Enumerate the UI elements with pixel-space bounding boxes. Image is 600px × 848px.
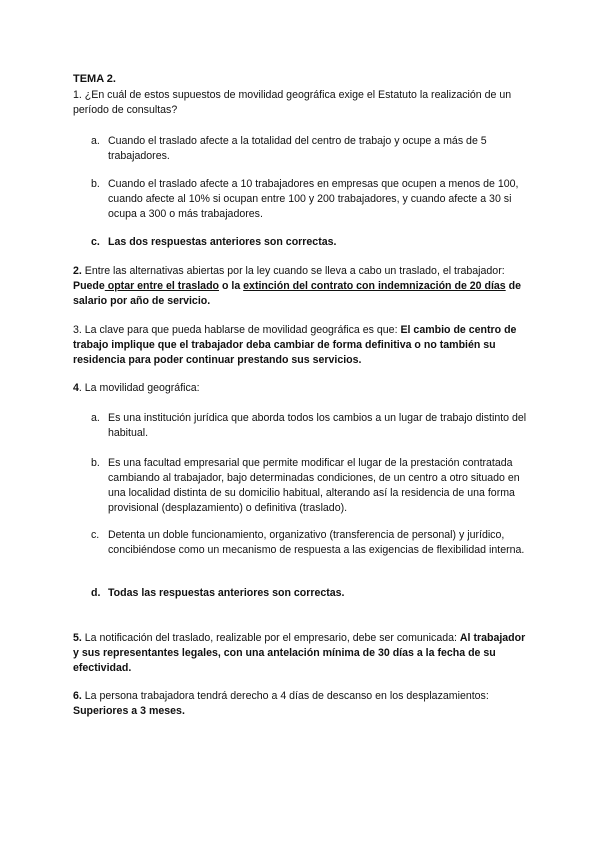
question-2	[73, 264, 533, 309]
q1-option-c-text: Las dos respuestas anteriores son correctas.	[108, 236, 337, 248]
q4-option-d	[91, 586, 531, 601]
q2-answer-part1: Puede	[73, 280, 105, 292]
q4-option-a-letter: a.	[91, 412, 100, 424]
q1-option-a	[91, 134, 531, 164]
q4-option-c	[91, 528, 531, 558]
q4-option-d-text: Todas las respuestas anteriores son correctas.	[108, 587, 345, 599]
question-5	[73, 631, 533, 676]
q4-text: . La movilidad geográfica:	[78, 382, 200, 394]
q5-answer: Al trabajador y sus representantes legales, con una antelación mínima de 30 días a la fecha de su efectividad.	[73, 632, 526, 674]
q1-option-c	[91, 235, 531, 250]
question-3	[73, 323, 533, 368]
q2-answer-part5: de salario por año de servicio.	[73, 280, 522, 307]
q4-number: 4	[73, 382, 79, 394]
q2-number: 2.	[73, 265, 82, 277]
q1-option-b-letter: b.	[91, 178, 100, 190]
q3-answer: El cambio de centro de trabajo implique que el trabajador deba cambiar de forma definitiva o no también su residencia para poder continuar prestando sus servicios.	[73, 324, 517, 366]
q3-text: 3. La clave para que pueda hablarse de movilidad geográfica es que:	[73, 324, 401, 336]
question-4	[73, 381, 533, 396]
q4-option-d-letter: d.	[91, 587, 101, 599]
q6-number: 6.	[73, 690, 82, 702]
q2-answer-part3: o la	[219, 280, 244, 292]
q4-option-b-text: Es una facultad empresarial que permite modificar el lugar de la prestación contratada cambiando al trabajador, bajo determinadas condiciones, de un centro a otro situado en una localidad distinta de su domicilio habitual, alterando así la residencia de una forma provisional (desplazamiento) o definitiva (traslado).	[108, 457, 520, 514]
q4-option-a	[91, 411, 531, 441]
q4-option-a-text: Es una institución jurídica que aborda todos los cambios a un lugar de trabajo distinto del habitual.	[108, 412, 527, 439]
q6-text: La persona trabajadora tendrá derecho a 4 días de descanso en los desplazamientos:	[81, 690, 489, 702]
q1-option-c-letter: c.	[91, 236, 100, 248]
q5-number: 5.	[73, 632, 82, 644]
q2-text: Entre las alternativas abiertas por la ley cuando se lleva a cabo un traslado, el trabajador:	[81, 265, 505, 277]
q5-text: La notificación del traslado, realizable por el empresario, debe ser comunicada:	[81, 632, 460, 644]
q1-option-b-text: Cuando el traslado afecte a 10 trabajadores en empresas que ocupen a menos de 100, cuando afecte al 10% si ocupan entre 100 y 200 trabajadores, y cuando afecte a 30 si ocupa a 300 o más trabajadores.	[108, 178, 519, 220]
q1-option-b	[91, 177, 531, 222]
question-1: 1. ¿En cuál de estos supuestos de movilidad geográfica exige el Estatuto la realización de un período de consultas?	[73, 89, 512, 116]
q1-option-a-text: Cuando el traslado afecte a la totalidad del centro de trabajo y ocupe a más de 5 trabajadores.	[108, 135, 487, 162]
q4-option-b-letter: b.	[91, 457, 100, 469]
q4-option-b	[91, 456, 531, 516]
page-title: TEMA 2.	[73, 73, 116, 85]
q4-option-c-text: Detenta un doble funcionamiento, organizativo (transferencia de personal) y jurídico, concibiéndose como un mecanismo de respuesta a las exigencias de flexibilidad interna.	[108, 529, 525, 556]
q2-answer-part2: optar entre el traslado	[104, 280, 220, 292]
q6-answer: Superiores a 3 meses.	[73, 705, 185, 717]
q4-option-c-letter: c.	[91, 529, 100, 541]
question-6	[73, 689, 533, 719]
q1-option-a-letter: a.	[91, 135, 100, 147]
q2-answer-part4: extinción del contrato con indemnización de 20 días	[243, 280, 506, 292]
